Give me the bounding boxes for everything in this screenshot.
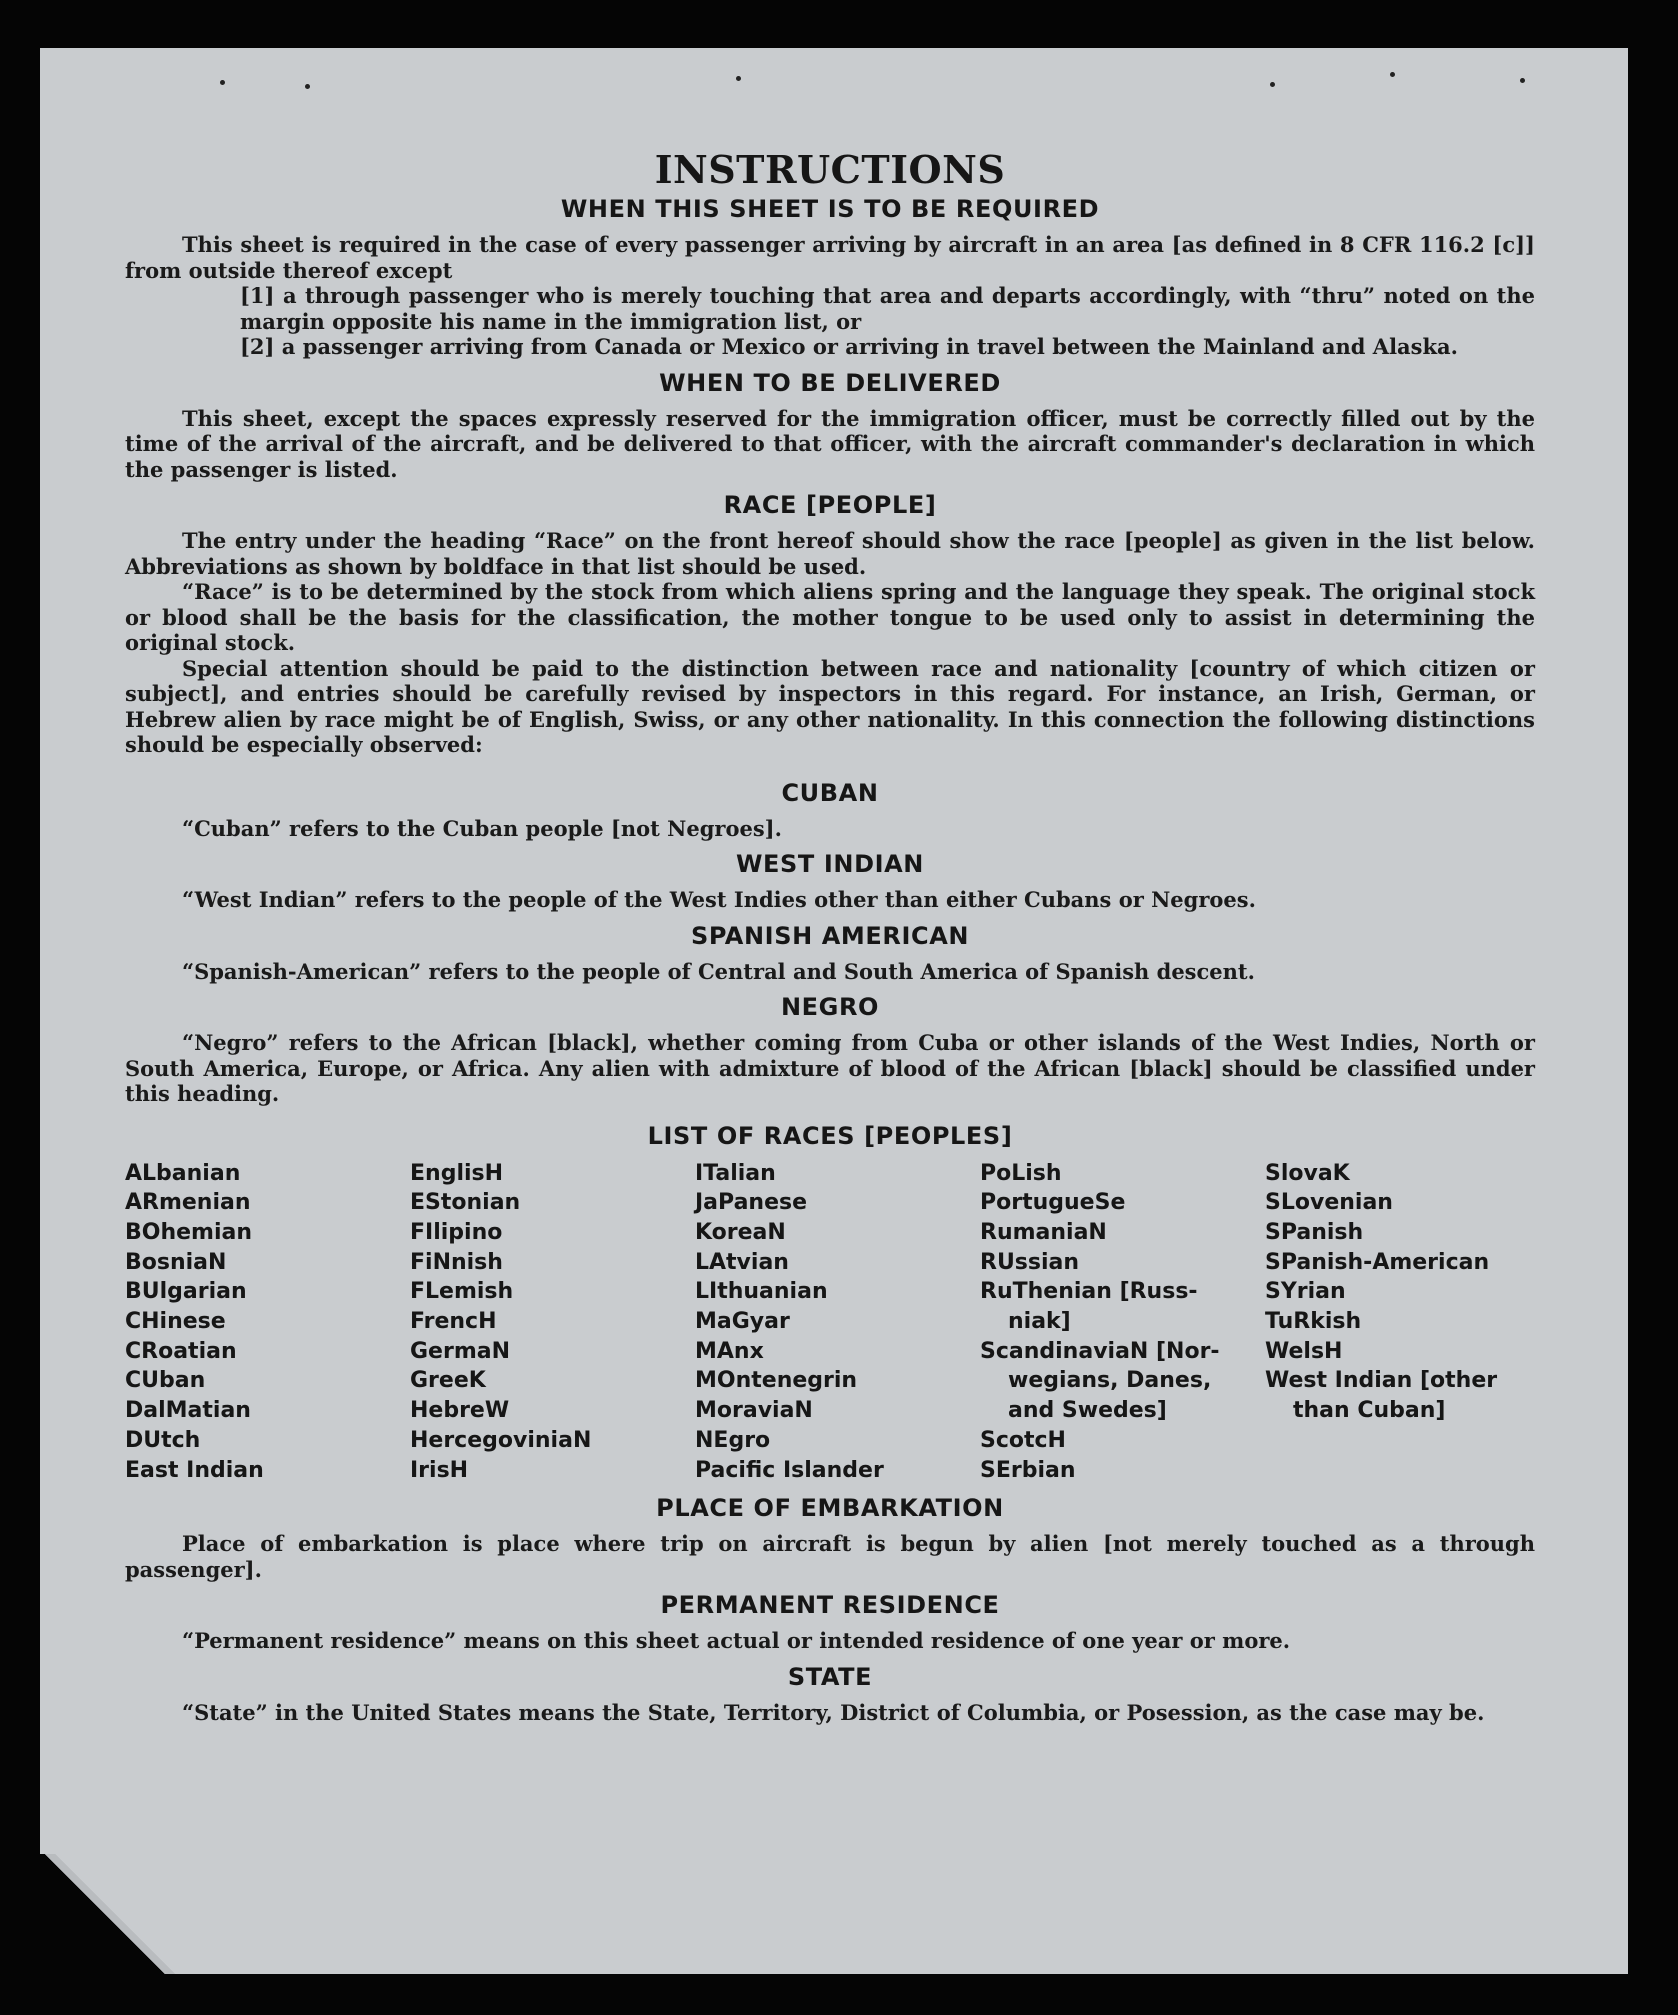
race-item: GreeK — [410, 1368, 486, 1394]
race-item: SLovenian — [1265, 1190, 1393, 1216]
heading-negro: NEGRO — [780, 993, 880, 1021]
race-item: SErbian — [980, 1457, 1076, 1483]
race-item: BosniaN — [125, 1249, 227, 1275]
cuban-text: “Cuban” refers to the Cuban people [not Negroes]. — [182, 815, 782, 841]
race-item: EnglisH — [410, 1160, 504, 1186]
ink-speck — [1520, 78, 1525, 83]
race-item: BUlgarian — [125, 1279, 247, 1305]
race-item: FIlipino — [410, 1219, 503, 1245]
race-item: LIthuanian — [695, 1279, 828, 1305]
ink-speck — [736, 76, 741, 81]
race-item: SPanish — [1265, 1219, 1364, 1245]
permanent-residence-text: “Permanent residence” means on this sheet actual or intended residence of one year or more. — [182, 1628, 1291, 1654]
race-item: MOntenegrin — [695, 1368, 858, 1394]
page-title: INSTRUCTIONS — [654, 147, 1006, 192]
race-item-continuation: niak] — [1008, 1309, 1071, 1335]
race-item: SYrian — [1265, 1279, 1346, 1305]
race-item: RuThenian [Russ- — [980, 1279, 1198, 1305]
heading-spanish-american: SPANISH AMERICAN — [690, 921, 970, 950]
race-item: ARmenian — [125, 1190, 251, 1216]
race-item: NEgro — [695, 1427, 771, 1453]
race-paragraph-2: “Race” is to be determined by the stock from which aliens spring and the language they speak. The original stock or blood shall be the basis for the classification, the mother tongue to be used only to assist in determining the original stock. — [125, 579, 1535, 655]
race-item: RumaniaN — [980, 1219, 1107, 1245]
race-item: DUtch — [125, 1427, 201, 1453]
race-column-1 — [125, 1159, 395, 1486]
race-item: PortugueSe — [980, 1190, 1126, 1216]
race-item: FiNnish — [410, 1249, 503, 1275]
race-item: DalMatian — [125, 1398, 251, 1424]
race-item: FrencH — [410, 1309, 497, 1335]
race-item: TuRkish — [1265, 1309, 1362, 1335]
race-item: Pacific Islander — [695, 1457, 884, 1483]
race-item: SPanish-American — [1265, 1249, 1490, 1275]
ink-speck — [1390, 72, 1395, 77]
heading-permanent-residence: PERMANENT RESIDENCE — [660, 1591, 1000, 1620]
race-item: East Indian — [125, 1457, 264, 1483]
race-item: CRoatian — [125, 1338, 237, 1364]
race-item: FLemish — [410, 1279, 514, 1305]
heading-state: STATE — [787, 1662, 873, 1691]
race-item: WelsH — [1265, 1338, 1343, 1364]
race-item: HercegoviniaN — [410, 1427, 592, 1453]
race-item: JaPanese — [695, 1190, 808, 1216]
race-item: BOhemian — [125, 1219, 253, 1245]
race-item: LAtvian — [695, 1249, 789, 1275]
race-item: GermaN — [410, 1338, 511, 1364]
embarkation-text: Place of embarkation is place where trip on aircraft is begun by alien [not merely touched as a through passenger]. — [125, 1531, 1535, 1582]
race-paragraph-1: The entry under the heading “Race” on the front hereof should show the race [people] as given in the list below. Abbreviations as shown by boldface in that list should be used. — [125, 528, 1535, 579]
instructions-content — [125, 148, 1535, 1725]
document-page — [40, 48, 1628, 1974]
race-item: ALbanian — [125, 1160, 241, 1186]
ink-speck — [220, 80, 225, 85]
race-item-continuation: wegians, Danes, — [1008, 1368, 1212, 1394]
race-list — [125, 1159, 1535, 1486]
state-text: “State” in the United States means the State, Territory, District of Columbia, or Posession, as the case may be. — [182, 1699, 1485, 1725]
race-item: ITalian — [695, 1160, 776, 1186]
race-item: MAnx — [695, 1338, 764, 1364]
race-item: West Indian [other — [1265, 1368, 1498, 1394]
west-indian-text: “West Indian” refers to the people of the West Indies other than either Cubans or Negroes. — [182, 887, 1256, 912]
race-item-continuation: than Cuban] — [1293, 1398, 1446, 1424]
heading-race: RACE [PEOPLE] — [723, 491, 937, 519]
heading-when-delivered: WHEN TO BE DELIVERED — [659, 368, 1001, 397]
folded-corner — [40, 1854, 180, 1974]
race-item: ScotcH — [980, 1427, 1066, 1453]
heading-west-indian: WEST INDIAN — [735, 850, 924, 878]
spanish-american-text: “Spanish-American” refers to the people of Central and South America of Spanish descent. — [182, 958, 1255, 984]
race-item: PoLish — [980, 1160, 1062, 1186]
negro-text: “Negro” refers to the African [black], whether coming from Cuba or other islands of the West Indies, North or South America, Europe, or Africa. Any alien with admixture of blood of the African [black] should be classified under this heading. — [125, 1030, 1535, 1106]
race-item: EStonian — [410, 1190, 521, 1216]
ink-speck — [305, 84, 310, 89]
race-column-2 — [410, 1159, 680, 1486]
when-required-intro: This sheet is required in the case of every passenger arriving by aircraft in an area [as defined in 8 CFR 116.2 [c]] from outside thereof except — [125, 232, 1535, 283]
heading-cuban: CUBAN — [781, 778, 879, 807]
race-column-5 — [1265, 1159, 1535, 1486]
race-item: SlovaK — [1265, 1160, 1350, 1186]
race-item: KoreaN — [695, 1219, 786, 1245]
when-delivered-text: This sheet, except the spaces expressly reserved for the immigration officer, must be correctly filled out by the time of the arrival of the aircraft, and be delivered to that officer, with the aircraft commander's declaration in which the passenger is listed. — [125, 405, 1535, 482]
race-item: ScandinaviaN [Nor- — [980, 1338, 1220, 1364]
race-column-3 — [695, 1159, 965, 1486]
race-item: MaGyar — [695, 1309, 790, 1335]
race-paragraph-3: Special attention should be paid to the distinction between race and nationality [country of which citizen or subject], and entries should be carefully revised by inspectors in this regard. For instance, an Irish, German, or Hebrew alien by race might be of English, Swiss, or any other nationality. In this connection the following distinctions should be especially observed: — [125, 655, 1535, 757]
race-item: HebreW — [410, 1398, 510, 1424]
race-item: RUssian — [980, 1249, 1080, 1275]
heading-embarkation: PLACE OF EMBARKATION — [656, 1494, 1004, 1523]
heading-list-of-races: LIST OF RACES [PEOPLES] — [647, 1121, 1013, 1150]
when-required-item-1: [1] a through passenger who is merely touching that area and departs accordingly, with “thru” noted on the margin opposite his name in the immigration list, or — [240, 283, 1535, 334]
race-item: IrisH — [410, 1457, 469, 1483]
race-item: CHinese — [125, 1309, 226, 1335]
heading-when-required: WHEN THIS SHEET IS TO BE REQUIRED — [560, 195, 1100, 223]
race-item: CUban — [125, 1368, 206, 1394]
race-item: MoraviaN — [695, 1398, 813, 1424]
when-required-item-2: [2] a passenger arriving from Canada or Mexico or arriving in travel between the Mainland and Alaska. — [240, 334, 1458, 359]
race-column-4 — [980, 1159, 1250, 1486]
ink-speck — [1270, 82, 1275, 87]
race-item-continuation: and Swedes] — [1008, 1398, 1167, 1424]
